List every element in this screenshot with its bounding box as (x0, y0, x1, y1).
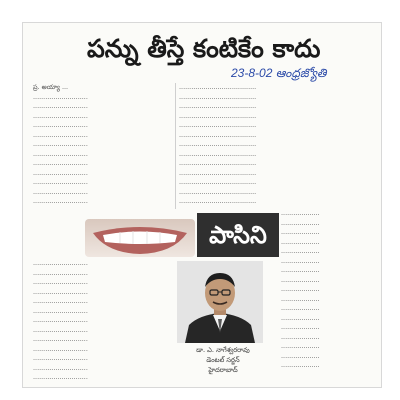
column-divider (175, 83, 176, 209)
body-text-line: ...................................... (179, 178, 257, 186)
body-text-line: ........................... (33, 373, 88, 381)
body-text-line: ...................................... (179, 187, 257, 196)
body-text-line: ........................... (33, 121, 88, 129)
body-text-line: ........................... (33, 344, 88, 353)
body-text-line: ................... (281, 247, 320, 255)
body-text-line: ........................... (33, 149, 88, 158)
newspaper-clipping (22, 22, 382, 388)
body-text-line: ........................... (33, 335, 88, 343)
section-banner-title: పాసిని (209, 221, 267, 249)
body-text-line: ................... (281, 266, 320, 274)
body-text-line: ........................... (33, 102, 88, 110)
body-text-line: ................... (281, 294, 320, 303)
author-portrait-photo (177, 261, 263, 343)
body-column-right-bottom (281, 209, 375, 383)
body-text-line: ...................................... (179, 149, 257, 158)
body-text-line: ........................... (33, 197, 88, 205)
body-column-left-bottom (33, 259, 169, 383)
body-text-line: ...................................... (179, 140, 257, 148)
body-text-line: ...................................... (179, 83, 257, 91)
handwritten-date-stamp: 23-8-02 ఆంధ్రజ్యోతి (231, 66, 327, 80)
body-text-line: ........................... (33, 140, 88, 148)
body-text-line: ........................... (33, 187, 88, 196)
smile-teeth-photo (85, 219, 195, 257)
body-text-line: ................... (281, 228, 320, 236)
author-role: డెంటల్ సర్జన్ (206, 356, 240, 364)
body-text-line: ...................................... (179, 111, 257, 120)
body-text-line: ........................... (33, 363, 88, 372)
body-text-line: ........................... (33, 111, 88, 120)
body-text-line: ...................................... (179, 168, 257, 177)
body-text-line: ................... (281, 209, 320, 217)
body-text-line: ................... (281, 237, 320, 246)
body-text-line: ........................... (33, 130, 88, 139)
body-text-line: ...................................... (179, 130, 257, 139)
body-text-line: ........................... (33, 178, 88, 186)
body-text-line: ప్ర. అయ్యా ... (33, 83, 69, 91)
body-text-line: ................... (281, 342, 320, 350)
body-text-line: ................... (281, 256, 320, 265)
section-banner (197, 213, 279, 257)
body-text-line: ........................... (33, 92, 88, 101)
body-text-line: ...................................... (179, 159, 257, 167)
body-text-line: ........................... (33, 278, 88, 286)
body-text-line: ................... (281, 313, 320, 322)
body-text-line: ........................... (33, 259, 88, 267)
body-text-line: ........................... (33, 306, 88, 315)
body-text-line: ...................................... (179, 92, 257, 101)
body-text-line: ................... (281, 361, 320, 369)
body-text-line: ................... (281, 332, 320, 341)
body-text-line: ................... (281, 304, 320, 312)
body-text-line: ........................... (33, 287, 88, 296)
body-text-line: ........................... (33, 297, 88, 305)
body-text-line: ........................... (33, 168, 88, 177)
body-text-line: ................... (281, 275, 320, 284)
body-text-line: ...................................... (179, 121, 257, 129)
body-text-line: ........................... (33, 316, 88, 324)
body-text-line: ........................... (33, 325, 88, 334)
body-text-line: ........................... (33, 159, 88, 167)
body-text-line: ...................................... (179, 197, 257, 205)
body-text-line: ........................... (33, 354, 88, 362)
body-text-line: ................... (281, 285, 320, 293)
article-headline: పన్ను తీస్తే కంటికేం కాదు (87, 34, 321, 63)
body-text-line: ................... (281, 218, 320, 227)
body-column-left-top (33, 83, 173, 213)
author-place: హైదరాబాద్ (208, 366, 238, 374)
body-text-line: ........................... (33, 268, 88, 277)
body-text-line: ................... (281, 323, 320, 331)
author-name: డా. ఎ. నాగేశ్వరరావు (196, 346, 250, 354)
body-text-line: ................... (281, 351, 320, 360)
author-byline (173, 345, 273, 385)
body-text-line: ...................................... (179, 102, 257, 110)
body-column-right-top (179, 83, 375, 209)
